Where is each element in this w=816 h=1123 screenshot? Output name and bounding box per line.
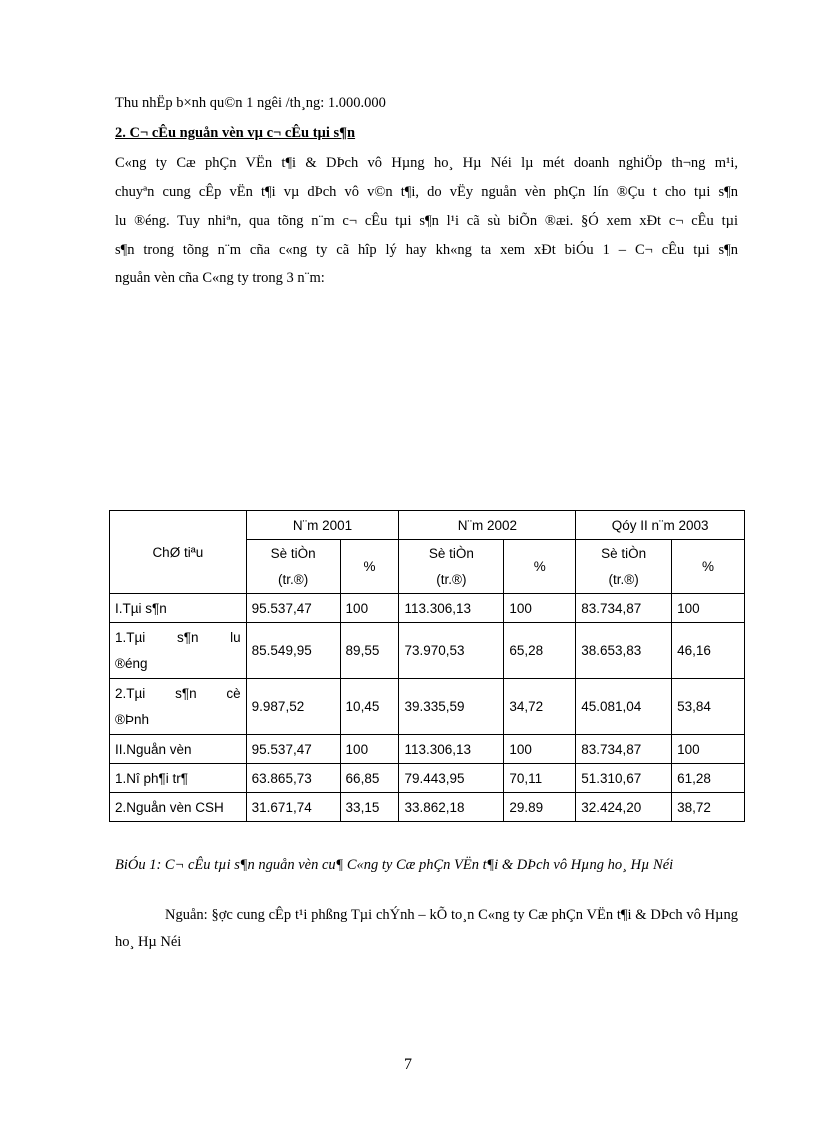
paragraph-line: lu ®éng. Tuy nhiªn, qua tõng n¨m c¬ cÊu tµi s¶n l¹i cã sù biÕn ®æi. §Ó xem xÐt c¬ cÊu tµi [115, 213, 738, 229]
cell: 38.653,83 [576, 623, 672, 679]
source-note [115, 902, 738, 956]
table-row [110, 735, 745, 764]
header-amount-label: Sè tiÒn [270, 545, 316, 561]
capital-structure-table [109, 510, 745, 822]
row-label: II.Nguån vèn [110, 735, 247, 764]
header-percent: % [672, 540, 745, 594]
cell: 113.306,13 [399, 594, 504, 623]
table-row [110, 594, 745, 623]
cell: 65,28 [504, 623, 576, 679]
row-label-line: ®éng [115, 655, 148, 671]
page-number: 7 [404, 1056, 412, 1073]
cell: 46,16 [672, 623, 745, 679]
header-amount [576, 540, 672, 594]
table-row [110, 793, 745, 822]
cell: 100 [504, 594, 576, 623]
header-amount-label: Sè tiÒn [428, 545, 474, 561]
header-year: Qóy II n¨m 2003 [576, 511, 745, 540]
cell: 95.537,47 [246, 735, 340, 764]
row-label [110, 623, 247, 679]
cell: 73.970,53 [399, 623, 504, 679]
table-row [110, 623, 745, 679]
cell: 53,84 [672, 679, 745, 735]
cell: 100 [340, 735, 399, 764]
row-label: 1.Nî ph¶i tr¶ [110, 764, 247, 793]
cell: 100 [672, 594, 745, 623]
cell: 70,11 [504, 764, 576, 793]
cell: 45.081,04 [576, 679, 672, 735]
paragraph-line: C«ng ty Cæ phÇn VËn t¶i & DÞch vô Hµng ho¸ Hµ Néi lµ mét doanh nghiÖp th¬ng m¹i, [115, 155, 738, 171]
row-label-line: ®Þnh [115, 711, 149, 727]
header-amount-unit: (tr.®) [608, 571, 639, 587]
cell: 89,55 [340, 623, 399, 679]
cell: 100 [672, 735, 745, 764]
cell: 83.734,87 [576, 594, 672, 623]
cell: 32.424,20 [576, 793, 672, 822]
cell: 33.862,18 [399, 793, 504, 822]
cell: 33,15 [340, 793, 399, 822]
cell: 39.335,59 [399, 679, 504, 735]
cell: 34,72 [504, 679, 576, 735]
source-text: Nguån: §ợc cung cÊp t¹i phßng Tµi chÝnh – kÕ to¸n C«ng ty Cæ phÇn VËn t¶i & DÞch vô Hµng ho¸ Hµ Néi [115, 907, 738, 950]
header-amount [399, 540, 504, 594]
cell: 38,72 [672, 793, 745, 822]
paragraph-line: chuyªn cung cÊp vËn t¶i vµ dÞch vô v©n t¶i, do vËy nguån vèn phÇn lín ®Çu t cho tµi s¶n [115, 184, 738, 200]
table-caption: BiÓu 1: C¬ cÊu tµi s¶n nguån vèn cu¶ C«ng ty Cæ phÇn VËn t¶i & DÞch vô Hµng ho¸ Hµ Néi [115, 857, 674, 873]
cell: 29.89 [504, 793, 576, 822]
row-label [110, 679, 247, 735]
row-label-line: 1.Tµi s¶n lu [115, 629, 241, 645]
header-year: N¨m 2001 [246, 511, 399, 540]
paragraph-line: s¶n trong tõng n¨m cña c«ng ty cã hîp lý hay kh«ng ta xem xÐt biÓu 1 – C¬ cÊu tµi s¶n [115, 242, 738, 258]
section-heading: 2. C¬ cÊu nguån vèn vµ c¬ cÊu tµi s¶n [115, 125, 356, 141]
cell: 100 [340, 594, 399, 623]
cell: 10,45 [340, 679, 399, 735]
table-row [110, 679, 745, 735]
header-amount-unit: (tr.®) [436, 571, 467, 587]
cell: 31.671,74 [246, 793, 340, 822]
header-year: N¨m 2002 [399, 511, 576, 540]
cell: 95.537,47 [246, 594, 340, 623]
header-percent: % [504, 540, 576, 594]
paragraph-line: nguån vèn cña C«ng ty trong 3 n¨m: [115, 270, 325, 286]
row-label: I.Tµi s¶n [110, 594, 247, 623]
cell: 61,28 [672, 764, 745, 793]
cell: 83.734,87 [576, 735, 672, 764]
income-line: Thu nhËp b×nh qu©n 1 ngêi /th¸ng: 1.000.000 [115, 95, 386, 111]
cell: 51.310,67 [576, 764, 672, 793]
header-amount [246, 540, 340, 594]
header-percent: % [340, 540, 399, 594]
cell: 85.549,95 [246, 623, 340, 679]
header-amount-label: Sè tiÒn [601, 545, 647, 561]
cell: 9.987,52 [246, 679, 340, 735]
row-label: 2.Nguån vèn CSH [110, 793, 247, 822]
cell: 63.865,73 [246, 764, 340, 793]
table-row [110, 764, 745, 793]
header-amount-unit: (tr.®) [278, 571, 309, 587]
cell: 79.443,95 [399, 764, 504, 793]
cell: 100 [504, 735, 576, 764]
row-label-line: 2.Tµi s¶n cè [115, 685, 241, 701]
cell: 113.306,13 [399, 735, 504, 764]
header-indicator: ChØ tiªu [110, 511, 247, 594]
cell: 66,85 [340, 764, 399, 793]
